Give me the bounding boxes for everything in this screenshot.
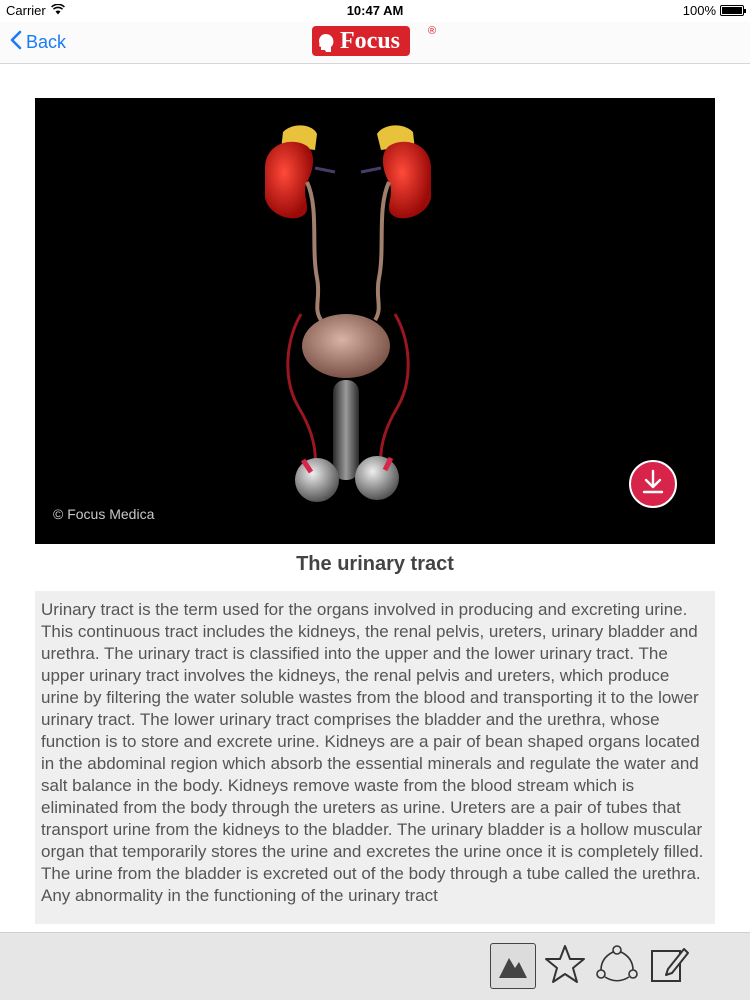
copyright-text: © Focus Medica <box>53 506 155 522</box>
note-button[interactable] <box>646 943 692 989</box>
status-time: 10:47 AM <box>346 3 404 18</box>
note-edit-icon <box>648 943 690 990</box>
status-bar <box>0 0 750 22</box>
carrier-label: Carrier <box>6 3 46 18</box>
description-text: Urinary tract is the term used for the organs involved in producing and excreting urine. This continuous tract includes the kidneys, the renal pelvis, ureters, urinary bladder and urethra. The urinary tract is classified into the upper and the lower urinary tract. The upper urinary tract involves the kidneys, the renal pelvis and ureters, which produce urine by filtering the water soluble wastes from the blood and transporting it to the lower urinary tract. The lower urinary tract comprises the bladder and the urethra, whose function is to store and excrete urine. Kidneys are a pair of bean shaped organs located in the abdominal region which absorb the essential minerals and regulate the water and salt balance in the body. Kidneys remove waste from the blood stream which is eliminated from the body through the ureters as urine. Ureters are a pair of tubes that transport urine from the kidneys to the bladder. The urinary bladder is a hollow muscular organ that temporarily stores the urine and excretes the urine once it is completely filled. The urine from the bladder is excreted out of the body through a tube called the urethra. Any abnormality in the functioning of the urinary tract <box>41 600 704 905</box>
description-text-area[interactable] <box>35 591 715 924</box>
bottom-toolbar <box>0 932 750 1000</box>
back-button[interactable] <box>10 30 66 55</box>
back-label: Back <box>26 32 67 52</box>
image-caption: The urinary tract <box>296 553 454 575</box>
download-button[interactable] <box>629 460 677 508</box>
logo-text: Focus <box>340 28 400 54</box>
download-icon <box>640 468 666 501</box>
anatomy-image[interactable] <box>35 98 715 544</box>
battery-icon <box>720 5 744 16</box>
share-icon <box>595 944 639 989</box>
chevron-left-icon <box>10 30 22 55</box>
navigation-bar <box>0 22 750 64</box>
urinary-tract-illustration <box>35 98 715 544</box>
favorite-button[interactable] <box>542 943 588 989</box>
registered-mark: ® <box>428 25 437 37</box>
image-button[interactable] <box>490 943 536 989</box>
head-profile-icon <box>317 31 335 61</box>
battery-percent: 100% <box>682 3 716 18</box>
share-button[interactable] <box>594 943 640 989</box>
image-icon <box>495 946 531 987</box>
star-icon <box>544 943 586 990</box>
focus-logo <box>312 26 410 56</box>
